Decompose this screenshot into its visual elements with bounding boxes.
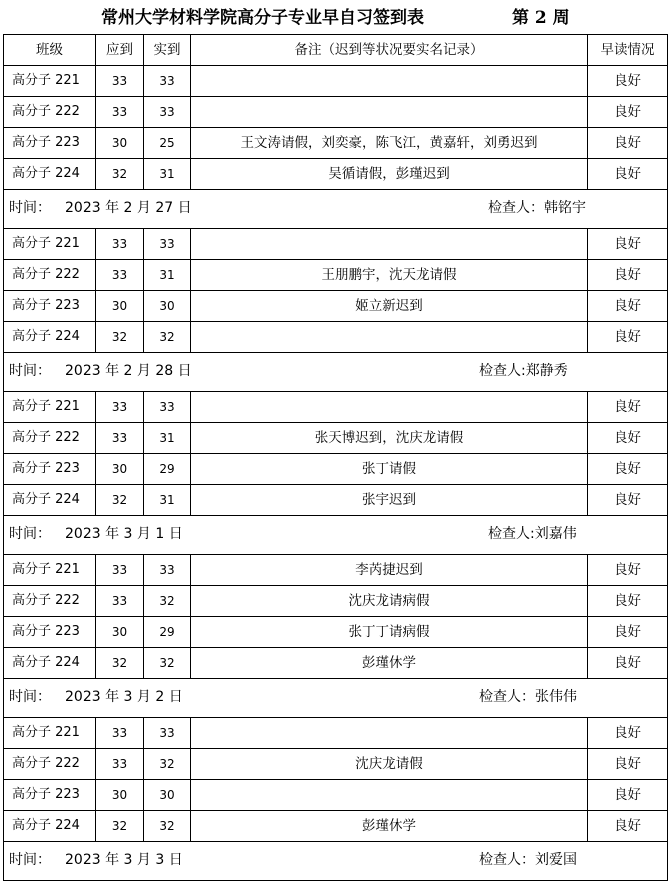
document-title-bar bbox=[0, 0, 670, 34]
status-cell: 良好 bbox=[588, 392, 668, 423]
actual-cell: 32 bbox=[144, 749, 191, 780]
document-title: 常州大学材料学院高分子专业早自习签到表 bbox=[101, 8, 424, 28]
actual-cell: 31 bbox=[144, 260, 191, 291]
expected-cell: 33 bbox=[96, 718, 144, 749]
note-cell bbox=[191, 66, 588, 97]
note-cell bbox=[191, 97, 588, 128]
table-row bbox=[4, 159, 668, 190]
table-row bbox=[4, 322, 668, 353]
note-cell: 彭瑾休学 bbox=[191, 811, 588, 842]
class-cell: 高分子 221 bbox=[4, 718, 96, 749]
actual-cell: 33 bbox=[144, 392, 191, 423]
class-cell: 高分子 224 bbox=[4, 485, 96, 516]
time-label: 时间： bbox=[9, 852, 51, 868]
expected-cell: 30 bbox=[96, 128, 144, 159]
expected-cell: 32 bbox=[96, 322, 144, 353]
expected-cell: 30 bbox=[96, 780, 144, 811]
header-expected: 应到 bbox=[96, 35, 144, 66]
note-cell: 沈庆龙请病假 bbox=[191, 586, 588, 617]
time-checker-row bbox=[4, 679, 668, 718]
expected-cell: 32 bbox=[96, 811, 144, 842]
expected-cell: 30 bbox=[96, 291, 144, 322]
checker-name: 检查人:郑静秀 bbox=[479, 363, 568, 379]
expected-cell: 30 bbox=[96, 454, 144, 485]
expected-cell: 33 bbox=[96, 260, 144, 291]
header-status: 早读情况 bbox=[588, 35, 668, 66]
status-cell: 良好 bbox=[588, 291, 668, 322]
time-checker-cell bbox=[4, 353, 668, 392]
actual-cell: 31 bbox=[144, 159, 191, 190]
status-cell: 良好 bbox=[588, 648, 668, 679]
checker-name: 检查人：韩铭宇 bbox=[488, 200, 586, 216]
note-cell: 李芮捷迟到 bbox=[191, 555, 588, 586]
note-cell: 张宇迟到 bbox=[191, 485, 588, 516]
note-cell bbox=[191, 780, 588, 811]
expected-cell: 32 bbox=[96, 159, 144, 190]
expected-cell: 30 bbox=[96, 617, 144, 648]
table-row bbox=[4, 485, 668, 516]
status-cell: 良好 bbox=[588, 718, 668, 749]
status-cell: 良好 bbox=[588, 229, 668, 260]
table-row bbox=[4, 555, 668, 586]
time-checker-cell bbox=[4, 516, 668, 555]
header-note: 备注（迟到等状况要实名记录） bbox=[191, 35, 588, 66]
note-cell bbox=[191, 229, 588, 260]
table-row bbox=[4, 128, 668, 159]
actual-cell: 32 bbox=[144, 648, 191, 679]
status-cell: 良好 bbox=[588, 555, 668, 586]
actual-cell: 33 bbox=[144, 229, 191, 260]
table-row bbox=[4, 811, 668, 842]
note-cell bbox=[191, 718, 588, 749]
actual-cell: 33 bbox=[144, 718, 191, 749]
actual-cell: 29 bbox=[144, 454, 191, 485]
class-cell: 高分子 221 bbox=[4, 66, 96, 97]
class-cell: 高分子 224 bbox=[4, 159, 96, 190]
note-cell: 吴循请假，彭瑾迟到 bbox=[191, 159, 588, 190]
actual-cell: 31 bbox=[144, 423, 191, 454]
week-label: 第 2 周 bbox=[512, 8, 570, 28]
expected-cell: 33 bbox=[96, 229, 144, 260]
date-value: 2023 年 3 月 1 日 bbox=[65, 526, 183, 542]
status-cell: 良好 bbox=[588, 811, 668, 842]
date-value: 2023 年 2 月 28 日 bbox=[65, 363, 192, 379]
actual-cell: 33 bbox=[144, 66, 191, 97]
class-cell: 高分子 224 bbox=[4, 811, 96, 842]
table-row bbox=[4, 454, 668, 485]
time-checker-cell bbox=[4, 679, 668, 718]
time-label: 时间： bbox=[9, 526, 51, 542]
time-checker-row bbox=[4, 353, 668, 392]
class-cell: 高分子 222 bbox=[4, 749, 96, 780]
note-cell: 王文涛请假，刘奕豪，陈飞江，黄嘉轩，刘勇迟到 bbox=[191, 128, 588, 159]
class-cell: 高分子 222 bbox=[4, 260, 96, 291]
expected-cell: 33 bbox=[96, 423, 144, 454]
date-value: 2023 年 3 月 2 日 bbox=[65, 689, 183, 705]
status-cell: 良好 bbox=[588, 128, 668, 159]
actual-cell: 32 bbox=[144, 586, 191, 617]
note-cell: 王朋鹏宇，沈天龙请假 bbox=[191, 260, 588, 291]
date-value: 2023 年 2 月 27 日 bbox=[65, 200, 192, 216]
status-cell: 良好 bbox=[588, 159, 668, 190]
actual-cell: 30 bbox=[144, 780, 191, 811]
table-row bbox=[4, 423, 668, 454]
class-cell: 高分子 223 bbox=[4, 617, 96, 648]
actual-cell: 33 bbox=[144, 97, 191, 128]
expected-cell: 32 bbox=[96, 485, 144, 516]
status-cell: 良好 bbox=[588, 423, 668, 454]
table-row bbox=[4, 260, 668, 291]
checker-name: 检查人：刘爱国 bbox=[479, 852, 577, 868]
note-cell: 姬立新迟到 bbox=[191, 291, 588, 322]
time-label: 时间： bbox=[9, 689, 51, 705]
class-cell: 高分子 224 bbox=[4, 322, 96, 353]
status-cell: 良好 bbox=[588, 780, 668, 811]
time-label: 时间： bbox=[9, 363, 51, 379]
status-cell: 良好 bbox=[588, 485, 668, 516]
time-checker-row bbox=[4, 516, 668, 555]
expected-cell: 33 bbox=[96, 555, 144, 586]
time-label: 时间： bbox=[9, 200, 51, 216]
checker-name: 检查人：张伟伟 bbox=[479, 689, 577, 705]
expected-cell: 33 bbox=[96, 749, 144, 780]
table-row bbox=[4, 392, 668, 423]
actual-cell: 30 bbox=[144, 291, 191, 322]
actual-cell: 31 bbox=[144, 485, 191, 516]
expected-cell: 33 bbox=[96, 586, 144, 617]
class-cell: 高分子 224 bbox=[4, 648, 96, 679]
actual-cell: 29 bbox=[144, 617, 191, 648]
actual-cell: 32 bbox=[144, 811, 191, 842]
class-cell: 高分子 222 bbox=[4, 423, 96, 454]
status-cell: 良好 bbox=[588, 97, 668, 128]
header-row bbox=[4, 35, 668, 66]
checker-name: 检查人:刘嘉伟 bbox=[488, 526, 577, 542]
note-cell: 张天博迟到，沈庆龙请假 bbox=[191, 423, 588, 454]
status-cell: 良好 bbox=[588, 260, 668, 291]
class-cell: 高分子 221 bbox=[4, 229, 96, 260]
table-row bbox=[4, 97, 668, 128]
class-cell: 高分子 222 bbox=[4, 586, 96, 617]
actual-cell: 32 bbox=[144, 322, 191, 353]
attendance-table bbox=[3, 34, 668, 881]
header-actual: 实到 bbox=[144, 35, 191, 66]
expected-cell: 33 bbox=[96, 66, 144, 97]
status-cell: 良好 bbox=[588, 454, 668, 485]
status-cell: 良好 bbox=[588, 586, 668, 617]
time-checker-cell bbox=[4, 842, 668, 881]
note-cell bbox=[191, 392, 588, 423]
table-row bbox=[4, 291, 668, 322]
table-row bbox=[4, 617, 668, 648]
expected-cell: 32 bbox=[96, 648, 144, 679]
header-class: 班级 bbox=[4, 35, 96, 66]
actual-cell: 33 bbox=[144, 555, 191, 586]
expected-cell: 33 bbox=[96, 392, 144, 423]
class-cell: 高分子 223 bbox=[4, 454, 96, 485]
note-cell: 沈庆龙请假 bbox=[191, 749, 588, 780]
table-row bbox=[4, 66, 668, 97]
class-cell: 高分子 222 bbox=[4, 97, 96, 128]
date-value: 2023 年 3 月 3 日 bbox=[65, 852, 183, 868]
class-cell: 高分子 223 bbox=[4, 291, 96, 322]
expected-cell: 33 bbox=[96, 97, 144, 128]
table-row bbox=[4, 586, 668, 617]
actual-cell: 25 bbox=[144, 128, 191, 159]
time-checker-cell bbox=[4, 190, 668, 229]
status-cell: 良好 bbox=[588, 322, 668, 353]
time-checker-row bbox=[4, 842, 668, 881]
class-cell: 高分子 221 bbox=[4, 555, 96, 586]
class-cell: 高分子 223 bbox=[4, 780, 96, 811]
table-row bbox=[4, 780, 668, 811]
class-cell: 高分子 223 bbox=[4, 128, 96, 159]
status-cell: 良好 bbox=[588, 66, 668, 97]
status-cell: 良好 bbox=[588, 617, 668, 648]
table-row bbox=[4, 749, 668, 780]
note-cell bbox=[191, 322, 588, 353]
note-cell: 张丁请假 bbox=[191, 454, 588, 485]
class-cell: 高分子 221 bbox=[4, 392, 96, 423]
note-cell: 张丁丁请病假 bbox=[191, 617, 588, 648]
table-row bbox=[4, 229, 668, 260]
note-cell: 彭瑾休学 bbox=[191, 648, 588, 679]
table-row bbox=[4, 718, 668, 749]
status-cell: 良好 bbox=[588, 749, 668, 780]
time-checker-row bbox=[4, 190, 668, 229]
table-row bbox=[4, 648, 668, 679]
